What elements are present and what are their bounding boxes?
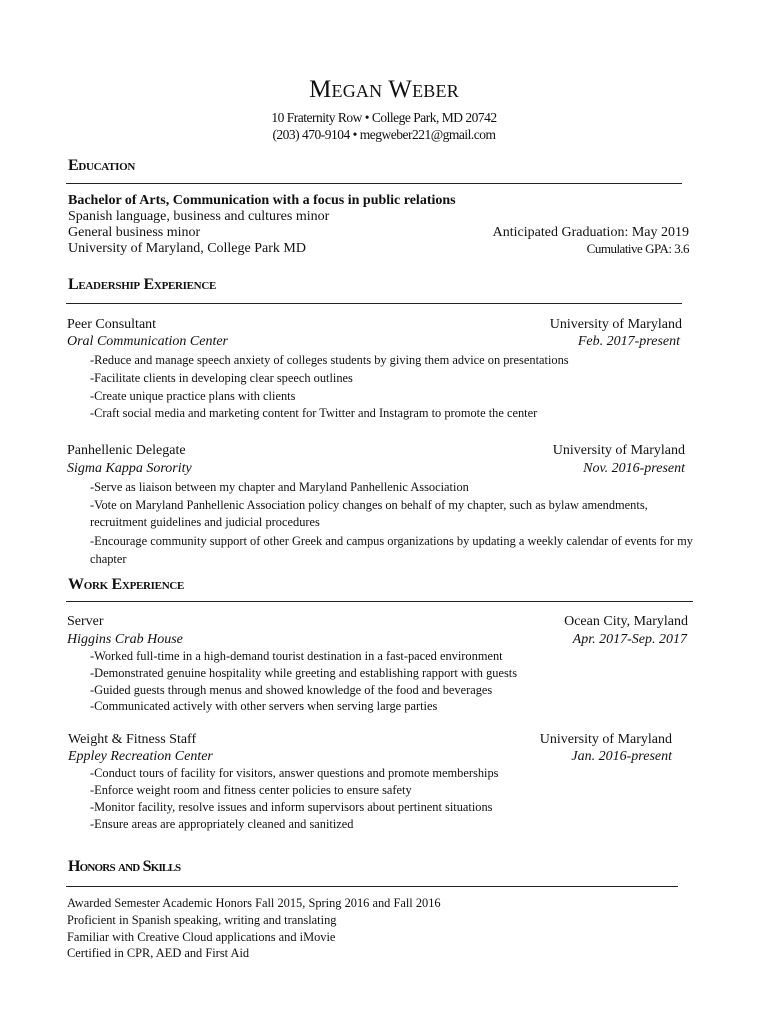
- school: University of Maryland, College Park MD: [68, 241, 306, 256]
- minor-spanish: Spanish language, business and cultures minor: [68, 209, 330, 224]
- education-divider: [66, 183, 682, 184]
- job-location: University of Maryland: [552, 443, 685, 458]
- job-location: University of Maryland: [539, 732, 672, 747]
- bullet-item: -Demonstrated genuine hospitality while greeting and establishing rapport with guests: [90, 666, 518, 680]
- work-heading: Work Experience: [68, 576, 185, 593]
- honor-item: Awarded Semester Academic Honors Fall 2015, Spring 2016 and Fall 2016: [67, 896, 441, 910]
- bullet-item: -Monitor facility, resolve issues and inform supervisors about pertinent situations: [90, 800, 493, 814]
- job-organization: Higgins Crab House: [67, 632, 183, 647]
- job-dates: Apr. 2017-Sep. 2017: [572, 632, 687, 647]
- job-title: Panhellenic Delegate: [67, 443, 186, 458]
- work-divider: [66, 601, 693, 602]
- job-title: Server: [67, 614, 104, 629]
- job-organization: Oral Communication Center: [67, 334, 228, 349]
- honors-heading: Honors and Skills: [68, 858, 181, 875]
- bullet-item: -Ensure areas are appropriately cleaned and sanitized: [90, 817, 354, 831]
- skill-item: Familiar with Creative Cloud applications and iMovie: [67, 930, 336, 944]
- honors-divider: [66, 886, 678, 887]
- leadership-divider: [66, 303, 682, 304]
- bullet-item: -Guided guests through menus and showed knowledge of the food and beverages: [90, 683, 493, 697]
- job-dates: Nov. 2016-present: [583, 461, 685, 476]
- degree: Bachelor of Arts, Communication with a focus in public relations: [68, 193, 456, 208]
- job-title: Peer Consultant: [67, 317, 157, 332]
- job-dates: Feb. 2017-present: [577, 334, 680, 349]
- bullet-item: -Encourage community support of other Greek and campus organizations by updating a weekly calendar of events for my: [90, 534, 693, 548]
- bullet-item: -Worked full-time in a high-demand tourist destination in a fast-paced environment: [90, 649, 503, 663]
- gpa: Cumulative GPA: 3.6: [586, 241, 689, 256]
- address-line: 10 Fraternity Row • College Park, MD 20742: [271, 110, 497, 125]
- bullet-item: -Communicated actively with other servers when serving large parties: [90, 699, 438, 713]
- bullet-item: -Enforce weight room and fitness center policies to ensure safety: [90, 783, 412, 797]
- skill-item: Proficient in Spanish speaking, writing and translating: [67, 913, 337, 927]
- job-organization: Sigma Kappa Sorority: [67, 461, 192, 476]
- job-dates: Jan. 2016-present: [571, 749, 672, 764]
- bullet-item: -Create unique practice plans with clients: [90, 389, 296, 403]
- bullet-item: recruitment guidelines and judicial procedures: [90, 515, 320, 529]
- contact-line: (203) 470-9104 • megweber221@gmail.com: [272, 127, 496, 142]
- bullet-item: -Craft social media and marketing content for Twitter and Instagram to promote the center: [90, 406, 538, 420]
- bullet-item: -Reduce and manage speech anxiety of colleges students by giving them advice on presentations: [90, 353, 569, 367]
- certification-item: Certified in CPR, AED and First Aid: [67, 946, 250, 960]
- job-organization: Eppley Recreation Center: [68, 749, 213, 764]
- graduation-date: Anticipated Graduation: May 2019: [492, 225, 689, 240]
- bullet-item: -Serve as liaison between my chapter and Maryland Panhellenic Association: [90, 480, 469, 494]
- bullet-item: -Conduct tours of facility for visitors, answer questions and promote memberships: [90, 766, 499, 780]
- leadership-heading: Leadership Experience: [68, 276, 217, 293]
- bullet-item: chapter: [90, 552, 127, 566]
- bullet-item: -Facilitate clients in developing clear speech outlines: [90, 371, 353, 385]
- job-location: Ocean City, Maryland: [564, 614, 688, 629]
- resume-name: Megan Weber: [309, 76, 459, 103]
- bullet-item: -Vote on Maryland Panhellenic Association policy changes on behalf of my chapter, such as bylaw amendments,: [90, 498, 648, 512]
- job-location: University of Maryland: [549, 317, 682, 332]
- job-title: Weight & Fitness Staff: [68, 732, 197, 747]
- education-heading: Education: [68, 157, 136, 174]
- minor-business: General business minor: [68, 225, 201, 240]
